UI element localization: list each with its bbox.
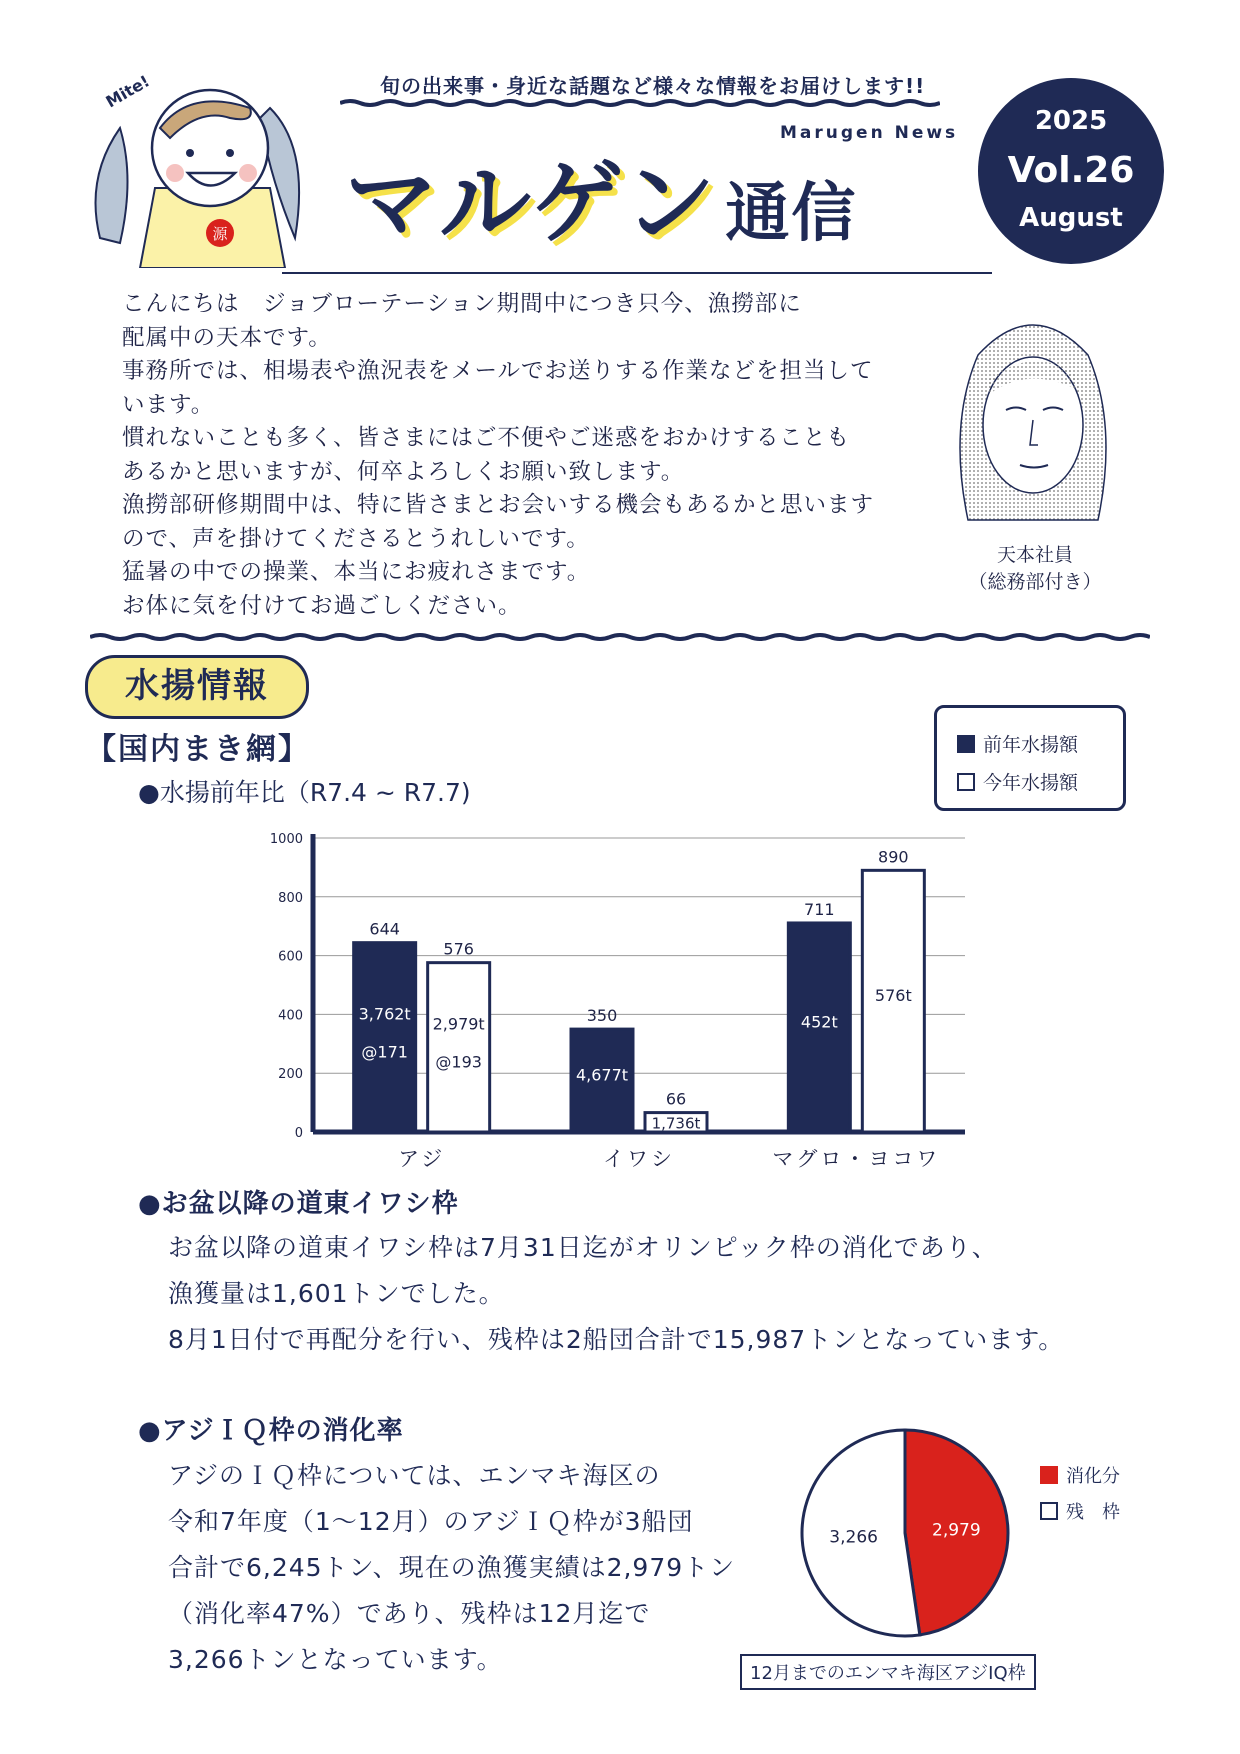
bar-chart bbox=[265, 820, 985, 1180]
bar-inner-label: 2,979t bbox=[432, 1014, 485, 1034]
legend-label: 今年水揚額 bbox=[983, 772, 1079, 794]
x-category-label: イワシ bbox=[603, 1147, 675, 1171]
bar-value-label: 350 bbox=[586, 1006, 618, 1026]
legend-swatch bbox=[957, 773, 975, 791]
portrait-name: 天本社員 bbox=[996, 544, 1073, 566]
intro-line: お体に気を付けてお過ごしください。 bbox=[122, 592, 522, 619]
volume-badge bbox=[978, 78, 1164, 264]
mascot-label: Mite! bbox=[102, 71, 153, 112]
mascot-badge: 源 bbox=[212, 225, 228, 243]
x-category-label: マグロ・ヨコワ bbox=[772, 1147, 941, 1171]
y-tick-label: 400 bbox=[278, 1008, 303, 1024]
x-category-label: アジ bbox=[398, 1147, 446, 1171]
portrait-dept: （総務部付き） bbox=[968, 571, 1102, 593]
bar-inner-label: 452t bbox=[800, 1012, 838, 1032]
legend-label: 前年水揚額 bbox=[983, 734, 1079, 756]
wavy-divider bbox=[340, 98, 940, 108]
aji-line: 合計で6,245トン、現在の漁獲実績は2,979トン bbox=[168, 1553, 736, 1582]
pie-legend-used bbox=[1040, 1462, 1120, 1488]
bar-inner-label: 576t bbox=[874, 986, 912, 1006]
pie-legend bbox=[1040, 1462, 1120, 1534]
intro-line: ので、声を掛けてくださるとうれしいです。 bbox=[122, 525, 590, 552]
y-tick-label: 1000 bbox=[269, 832, 303, 847]
bar-inner-label: 4,677t bbox=[575, 1065, 629, 1085]
pie-slice-label: 2,979 bbox=[932, 1520, 981, 1541]
title-main: マルゲン bbox=[345, 150, 718, 257]
bar-inner-label: @171 bbox=[361, 1042, 408, 1062]
wavy-divider bbox=[90, 632, 1150, 642]
intro-line: 慣れないことも多く、皆さまにはご不便やご迷惑をおかけすることも bbox=[122, 425, 851, 451]
intro-line: 事務所では、相場表や漁況表をメールでお送りする作業などを担当して bbox=[122, 358, 874, 384]
y-tick-label: 200 bbox=[278, 1067, 303, 1083]
obon-heading: ●お盆以降の道東イワシ枠 bbox=[138, 1189, 459, 1219]
bar-value-label: 66 bbox=[665, 1089, 687, 1109]
tagline: 旬の出来事・身近な話題など様々な情報をお届けします!! bbox=[380, 74, 926, 98]
brand-en: Marugen News bbox=[780, 123, 959, 143]
intro-line: 猛暑の中での操業、本当にお疲れさまです。 bbox=[122, 559, 591, 585]
legend-swatch bbox=[1040, 1502, 1058, 1520]
obon-body bbox=[168, 1225, 1168, 1363]
bar-chart-legend bbox=[934, 705, 1126, 811]
y-tick-label: 600 bbox=[278, 949, 303, 965]
bar-inner-label: @193 bbox=[435, 1052, 482, 1072]
title-sub: 通信 bbox=[725, 177, 858, 251]
volume-year: 2025 bbox=[1034, 106, 1108, 136]
aji-line: 令和7年度（1～12月）のアジＩＱ枠が3船団 bbox=[168, 1507, 694, 1536]
intro-line: 配属中の天本です。 bbox=[122, 324, 332, 351]
intro-text bbox=[122, 288, 942, 623]
y-tick-label: 800 bbox=[278, 890, 303, 906]
bar bbox=[354, 943, 416, 1132]
aji-body bbox=[168, 1453, 808, 1683]
header-rule bbox=[282, 272, 992, 274]
bar bbox=[428, 963, 490, 1132]
pie-chart bbox=[790, 1418, 1020, 1648]
pie-slice-label: 3,266 bbox=[829, 1527, 878, 1548]
pie-legend-remaining bbox=[1040, 1498, 1120, 1524]
intro-line: あるかと思いますが、何卒よろしくお願い致します。 bbox=[122, 458, 685, 485]
legend-label: 消化分 bbox=[1066, 1466, 1120, 1487]
volume-number: Vol.26 bbox=[1007, 150, 1135, 191]
obon-line: 8月1日付で再配分を行い、残枠は2船団合計で15,987トンとなっています。 bbox=[168, 1325, 1065, 1354]
mascot-illustration bbox=[80, 68, 340, 268]
bar-value-label: 711 bbox=[804, 899, 835, 919]
bar-inner-label: 1,736t bbox=[651, 1114, 701, 1133]
aji-line: アジのＩＱ枠については、エンマキ海区の bbox=[168, 1461, 661, 1490]
pie-caption: 12月までのエンマキ海区アジIQ枠 bbox=[740, 1654, 1036, 1690]
aji-heading: ●アジＩＱ枠の消化率 bbox=[138, 1416, 404, 1446]
bar-inner-label: 3,762t bbox=[358, 1004, 411, 1024]
bar-value-label: 576 bbox=[443, 939, 474, 959]
aji-line: 3,266トンとなっています。 bbox=[168, 1645, 503, 1674]
legend-label: 残 枠 bbox=[1066, 1502, 1120, 1523]
legend-swatch bbox=[957, 735, 975, 753]
intro-line: 漁撈部研修期間中は、特に皆さまとお会いする機会もあるかと思います bbox=[122, 492, 875, 518]
intro-line: います。 bbox=[122, 391, 215, 418]
section-title: 水揚情報 bbox=[85, 655, 309, 719]
bar-value-label: 644 bbox=[369, 919, 400, 939]
bar-value-label: 890 bbox=[878, 847, 909, 867]
obon-line: お盆以降の道東イワシ枠は7月31日迄がオリンピック枠の消化であり、 bbox=[168, 1233, 998, 1262]
legend-item-curr bbox=[957, 768, 1078, 795]
legend-item-prev bbox=[957, 730, 1078, 757]
legend-swatch bbox=[1040, 1466, 1058, 1484]
y-tick-label: 0 bbox=[294, 1126, 303, 1141]
subsection-title: 【国内まき網】 bbox=[86, 732, 310, 767]
obon-line: 漁獲量は1,601トンでした。 bbox=[168, 1279, 505, 1308]
aji-line: （消化率47%）であり、残枠は12月迄で bbox=[168, 1599, 651, 1628]
portrait-illustration bbox=[948, 305, 1118, 530]
volume-month: August bbox=[1019, 203, 1123, 233]
newsletter-title bbox=[345, 130, 857, 262]
chart-title: ●水揚前年比（R7.4 ~ R7.7) bbox=[138, 778, 471, 807]
intro-line: こんにちは ジョブローテーション期間中につき只今、漁撈部に bbox=[122, 291, 802, 317]
